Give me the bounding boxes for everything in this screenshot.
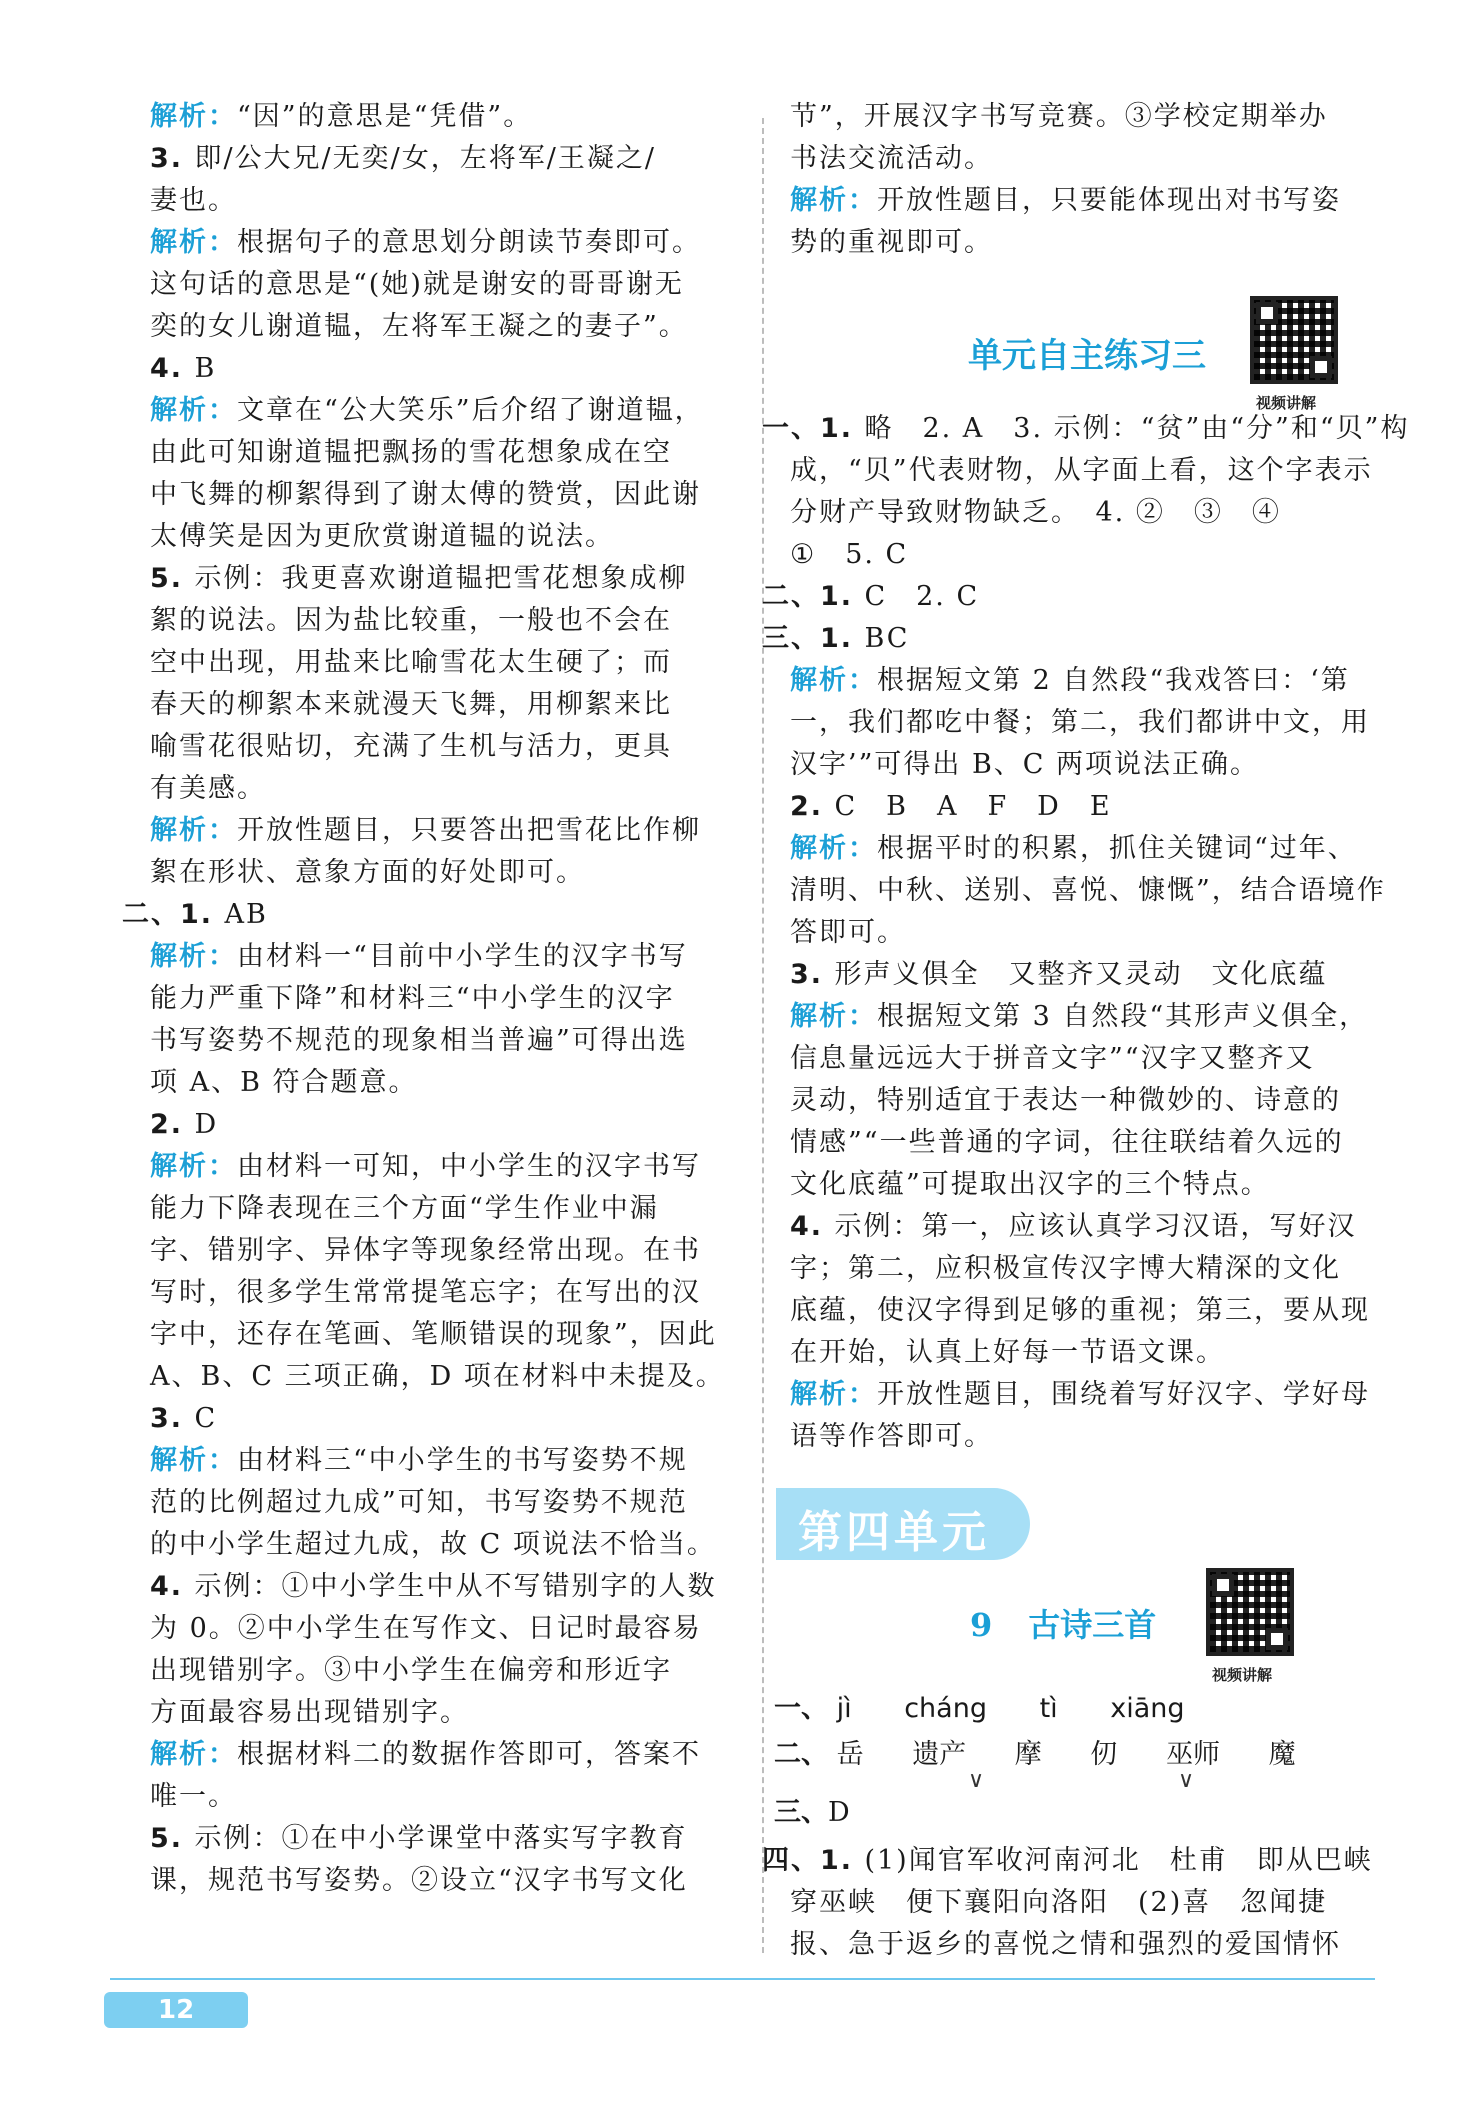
answer-line <box>150 348 730 390</box>
line-text: 能力严重下降”和材料三“中小学生的汉字 <box>150 983 675 1014</box>
answer-line <box>150 138 730 180</box>
line-text: C <box>194 1403 218 1434</box>
line-text: 示例：第一，应该认真学习汉语，写好汉 <box>834 1211 1357 1242</box>
question-2-characters <box>774 1734 1296 1776</box>
answer-line <box>790 1038 1400 1080</box>
line-text: 这句话的意思是“(她)就是谢安的哥哥谢无 <box>150 269 684 300</box>
answer-line <box>790 1882 1400 1924</box>
q1-prefix: 一、 <box>774 1693 828 1724</box>
answer-line <box>150 726 730 768</box>
answer-line <box>790 1924 1400 1966</box>
line-text: 情感”“一些普通的字词，往往联结着久远的 <box>790 1127 1344 1158</box>
answer-line <box>790 492 1400 534</box>
answer-line <box>790 912 1400 954</box>
answer-line <box>150 1314 730 1356</box>
answer-line <box>790 138 1400 180</box>
item-number: 2. <box>150 1109 195 1140</box>
line-text: 课，规范书写姿势。②设立“汉字书写文化 <box>150 1865 688 1896</box>
check-mark-icon: ∨ <box>1178 1768 1195 1793</box>
answer-line <box>762 618 1400 660</box>
item-number: 一、1. <box>762 413 865 444</box>
item-number: 4. <box>790 1211 835 1242</box>
analysis-line <box>150 222 730 264</box>
char-item: 摩 <box>1014 1739 1042 1770</box>
analysis-line <box>150 1734 730 1776</box>
pinyin-item: jì <box>836 1693 852 1724</box>
line-text: 报、急于返乡的喜悦之情和强烈的爱国情怀 <box>790 1929 1341 1960</box>
line-text: 示例：①在中小学课堂中落实写字教育 <box>194 1823 688 1854</box>
line-text: 由材料一可知，中小学生的汉字书写 <box>237 1151 701 1182</box>
line-text: 由材料一“目前中小学生的汉字书写 <box>237 941 688 972</box>
line-text: 书写姿势不规范的现象相当普遍”可得出选 <box>150 1025 688 1056</box>
item-number: 5. <box>150 563 195 594</box>
line-text: 奕的女儿谢道韫，左将军王凝之的妻子”。 <box>150 311 688 342</box>
answer-line <box>150 432 730 474</box>
line-text: 根据句子的意思划分朗读节奏即可。 <box>237 227 701 258</box>
answer-line <box>150 1104 730 1146</box>
line-text: 略 2. A 3. 示例：“贫”由“分”和“贝”构 <box>864 413 1410 444</box>
analysis-line <box>150 810 730 852</box>
analysis-line <box>790 660 1400 702</box>
lesson-title: 古诗三首 <box>1028 1606 1157 1644</box>
analysis-label: 解析： <box>790 185 877 216</box>
answer-line <box>150 1356 730 1398</box>
question-3 <box>774 1792 850 1834</box>
line-text: 成，“贝”代表财物，从字面上看，这个字表示 <box>790 455 1373 486</box>
answer-line <box>150 1272 730 1314</box>
line-text: 字；第二，应积极宣传汉字博大精深的文化 <box>790 1253 1341 1284</box>
q3-prefix: 三、 <box>774 1797 828 1828</box>
pinyin-item: xiāng <box>1110 1693 1185 1724</box>
answer-line <box>150 768 730 810</box>
item-number: 二、1. <box>122 899 225 930</box>
analysis-line <box>790 1374 1400 1416</box>
analysis-label: 解析： <box>790 833 877 864</box>
answer-line <box>150 1818 730 1860</box>
analysis-label: 解析： <box>150 227 237 258</box>
line-text: 一，我们都吃中餐；第二，我们都讲中文，用 <box>790 707 1370 738</box>
answer-line <box>150 1608 730 1650</box>
answer-line <box>790 786 1400 828</box>
char-item: 遗产 <box>912 1739 967 1770</box>
line-text: 空中出现，用盐来比喻雪花太生硬了；而 <box>150 647 672 678</box>
answer-line <box>150 1692 730 1734</box>
item-number: 三、1. <box>762 623 865 654</box>
answer-line <box>150 1188 730 1230</box>
item-number: 2. <box>790 791 835 822</box>
line-text: 清明、中秋、送别、喜悦、慷慨”，结合语境作 <box>790 875 1386 906</box>
item-number: 3. <box>150 1403 195 1434</box>
line-text: 灵动，特别适宜于表达一种微妙的、诗意的 <box>790 1085 1341 1116</box>
analysis-line <box>790 828 1400 870</box>
answer-line <box>150 306 730 348</box>
qr-code-icon[interactable] <box>1206 1568 1294 1656</box>
line-text: B <box>194 353 217 384</box>
analysis-label: 解析： <box>790 1001 877 1032</box>
answer-line <box>790 954 1400 996</box>
line-text: C B A F D E <box>834 791 1112 822</box>
check-mark-icon: ∨ <box>968 1768 985 1793</box>
analysis-label: 解析： <box>150 1739 237 1770</box>
qr-caption: 视频讲解 <box>1256 394 1317 412</box>
line-text: 汉字’”可得出 B、C 两项说法正确。 <box>790 749 1260 780</box>
answer-line <box>150 1524 730 1566</box>
line-text: 根据短文第 3 自然段“其形声义俱全， <box>877 1001 1369 1032</box>
answer-line <box>150 1776 730 1818</box>
answer-line <box>150 852 730 894</box>
answer-line <box>150 1860 730 1902</box>
line-text: 唯一。 <box>150 1781 237 1812</box>
answer-line <box>150 1566 730 1608</box>
line-text: 开放性题目，只要能体现出对书写姿 <box>877 185 1341 216</box>
line-text: 形声义俱全 又整齐又灵动 文化底蕴 <box>834 959 1328 990</box>
line-text: 书法交流活动。 <box>790 143 993 174</box>
unit-banner-title: 第四单元 <box>798 1507 990 1558</box>
char-item: 仞 <box>1090 1739 1118 1770</box>
line-text: 字中，还存在笔画、笔顺错误的现象”，因此 <box>150 1319 717 1350</box>
answer-line <box>790 1080 1400 1122</box>
char-item: 魔 <box>1268 1739 1296 1770</box>
line-text: 写时，很多学生常常提笔忘字；在写出的汉 <box>150 1277 701 1308</box>
analysis-label: 解析： <box>150 101 237 132</box>
line-text: 项 A、B 符合题意。 <box>150 1067 418 1098</box>
item-number: 二、1. <box>762 581 865 612</box>
line-text: C 2. C <box>864 581 980 612</box>
lesson-number: 9 <box>970 1606 993 1644</box>
analysis-line <box>790 180 1400 222</box>
pinyin-item: tì <box>1039 1693 1058 1724</box>
answer-line <box>150 264 730 306</box>
line-text: 开放性题目，围绕着写好汉字、学好母 <box>877 1379 1370 1410</box>
analysis-label: 解析： <box>150 1445 237 1476</box>
section-title-unit-exercise-3: 单元自主练习三 <box>968 336 1206 376</box>
analysis-line <box>150 1440 730 1482</box>
page-number: 12 <box>158 1995 195 2025</box>
item-number: 四、1. <box>762 1845 865 1876</box>
answer-line <box>150 1020 730 1062</box>
line-text: D <box>194 1109 219 1140</box>
line-text: 根据材料二的数据作答即可，答案不 <box>237 1739 701 1770</box>
answer-line <box>790 1164 1400 1206</box>
answer-line <box>790 1206 1400 1248</box>
line-text: 太傅笑是因为更欣赏谢道韫的说法。 <box>150 521 614 552</box>
answer-line <box>150 474 730 516</box>
char-item: 巫师 <box>1165 1739 1220 1770</box>
answer-line <box>150 558 730 600</box>
left-column <box>122 96 730 1902</box>
line-text: 范的比例超过九成”可知，书写姿势不规范 <box>150 1487 688 1518</box>
item-number: 4. <box>150 1571 195 1602</box>
line-text: 喻雪花很贴切，充满了生机与活力，更具 <box>150 731 672 762</box>
right-column-middle <box>762 408 1410 1458</box>
q2-prefix: 二、 <box>774 1739 828 1770</box>
item-number: 5. <box>150 1823 195 1854</box>
item-number: 4. <box>150 353 195 384</box>
answer-line <box>150 978 730 1020</box>
answer-line <box>790 1290 1400 1332</box>
answer-line <box>762 576 1400 618</box>
line-text: 在开始，认真上好每一节语文课。 <box>790 1337 1225 1368</box>
item-number: 3. <box>790 959 835 990</box>
line-text: “因”的意思是“凭借”。 <box>237 101 533 132</box>
answer-line <box>790 222 1400 264</box>
pinyin-item: cháng <box>904 1693 987 1724</box>
analysis-line <box>150 390 730 432</box>
lesson-heading <box>970 1600 1156 1646</box>
answer-line <box>762 408 1410 450</box>
line-text: 为 0。②中小学生在写作文、日记时最容易 <box>150 1613 702 1644</box>
line-text: 根据平时的积累，抓住关键词“过年、 <box>877 833 1357 864</box>
line-text: 分财产导致财物缺乏。 4. ② ③ ④ <box>790 497 1281 528</box>
analysis-label: 解析： <box>150 815 237 846</box>
analysis-label: 解析： <box>150 395 237 426</box>
answer-line <box>150 1230 730 1272</box>
answer-line <box>150 642 730 684</box>
question-1-pinyin <box>774 1688 1185 1730</box>
answer-line <box>150 180 730 222</box>
answer-line <box>150 684 730 726</box>
answer-line <box>150 1650 730 1692</box>
answer-line <box>790 1332 1400 1374</box>
analysis-line <box>790 996 1400 1038</box>
answer-line <box>790 870 1400 912</box>
line-text: 絮的说法。因为盐比较重，一般也不会在 <box>150 605 672 636</box>
line-text: 春天的柳絮本来就漫天飞舞，用柳絮来比 <box>150 689 672 720</box>
line-text: BC <box>864 623 910 654</box>
line-text: A、B、C 三项正确，D 项在材料中未提及。 <box>150 1361 725 1392</box>
line-text: 由材料三“中小学生的书写姿势不规 <box>237 1445 688 1476</box>
answer-line <box>790 534 1400 576</box>
line-text: 文章在“公大笑乐”后介绍了谢道韫， <box>237 395 704 426</box>
line-text: 示例：我更喜欢谢道韫把雪花想象成柳 <box>194 563 688 594</box>
analysis-label: 解析： <box>790 1379 877 1410</box>
line-text: 妻也。 <box>150 185 237 216</box>
answer-line <box>790 1122 1400 1164</box>
line-text: 有美感。 <box>150 773 266 804</box>
answer-line <box>150 600 730 642</box>
page-number-badge <box>104 1992 248 2028</box>
qr-code-icon[interactable] <box>1250 296 1338 384</box>
unit-four-banner <box>776 1488 1030 1560</box>
line-text: 信息量远远大于拼音文字”“汉字又整齐又 <box>790 1043 1315 1074</box>
answer-line <box>790 96 1400 138</box>
line-text: 字、错别字、异体字等现象经常出现。在书 <box>150 1235 701 1266</box>
line-text: 根据短文第 2 自然段“我戏答曰：‘第 <box>877 665 1350 696</box>
analysis-label: 解析： <box>150 941 237 972</box>
line-text: 絮在形状、意象方面的好处即可。 <box>150 857 585 888</box>
answer-line <box>122 894 730 936</box>
answer-line <box>150 1062 730 1104</box>
line-text: (1)闻官军收河南河北 杜甫 即从巴峡 <box>864 1845 1373 1876</box>
right-column-bottom <box>762 1840 1400 1966</box>
answer-line <box>790 450 1400 492</box>
line-text: 方面最容易出现错别字。 <box>150 1697 469 1728</box>
line-text: 出现错别字。③中小学生在偏旁和形近字 <box>150 1655 672 1686</box>
answer-line <box>790 744 1400 786</box>
footer-rule <box>110 1978 1375 1980</box>
analysis-label: 解析： <box>790 665 877 696</box>
right-column-top <box>790 96 1400 264</box>
line-text: 的中小学生超过九成，故 C 项说法不恰当。 <box>150 1529 716 1560</box>
line-text: 节”，开展汉字书写竞赛。③学校定期举办 <box>790 101 1328 132</box>
answer-line <box>150 516 730 558</box>
line-text: 即/公大兄/无奕/女，左将军/王凝之/ <box>194 143 656 174</box>
q3-answer: D <box>828 1797 850 1828</box>
analysis-line <box>150 1146 730 1188</box>
answer-line <box>762 1840 1400 1882</box>
analysis-label: 解析： <box>150 1151 237 1182</box>
line-text: 文化底蕴”可提取出汉字的三个特点。 <box>790 1169 1270 1200</box>
line-text: 势的重视即可。 <box>790 227 993 258</box>
answer-line <box>150 1398 730 1440</box>
line-text: 答即可。 <box>790 917 906 948</box>
analysis-line <box>150 936 730 978</box>
line-text: AB <box>224 899 268 930</box>
answer-line <box>790 702 1400 744</box>
line-text: 能力下降表现在三个方面“学生作业中漏 <box>150 1193 659 1224</box>
line-text: 底蕴，使汉字得到足够的重视；第三，要从现 <box>790 1295 1370 1326</box>
analysis-line <box>150 96 730 138</box>
line-text: ① 5. C <box>790 539 909 570</box>
line-text: 穿巫峡 便下襄阳向洛阳 (2)喜 忽闻捷 <box>790 1887 1328 1918</box>
line-text: 语等作答即可。 <box>790 1421 993 1452</box>
line-text: 由此可知谢道韫把飘扬的雪花想象成在空 <box>150 437 672 468</box>
char-item: 岳 <box>836 1739 864 1770</box>
qr-caption: 视频讲解 <box>1212 1666 1273 1684</box>
item-number: 3. <box>150 143 195 174</box>
line-text: 开放性题目，只要答出把雪花比作柳 <box>237 815 701 846</box>
answer-line <box>150 1482 730 1524</box>
column-divider <box>762 118 764 1953</box>
line-text: 示例：①中小学生中从不写错别字的人数 <box>194 1571 717 1602</box>
line-text: 中飞舞的柳絮得到了谢太傅的赞赏，因此谢 <box>150 479 701 510</box>
answer-line <box>790 1248 1400 1290</box>
answer-line <box>790 1416 1400 1458</box>
